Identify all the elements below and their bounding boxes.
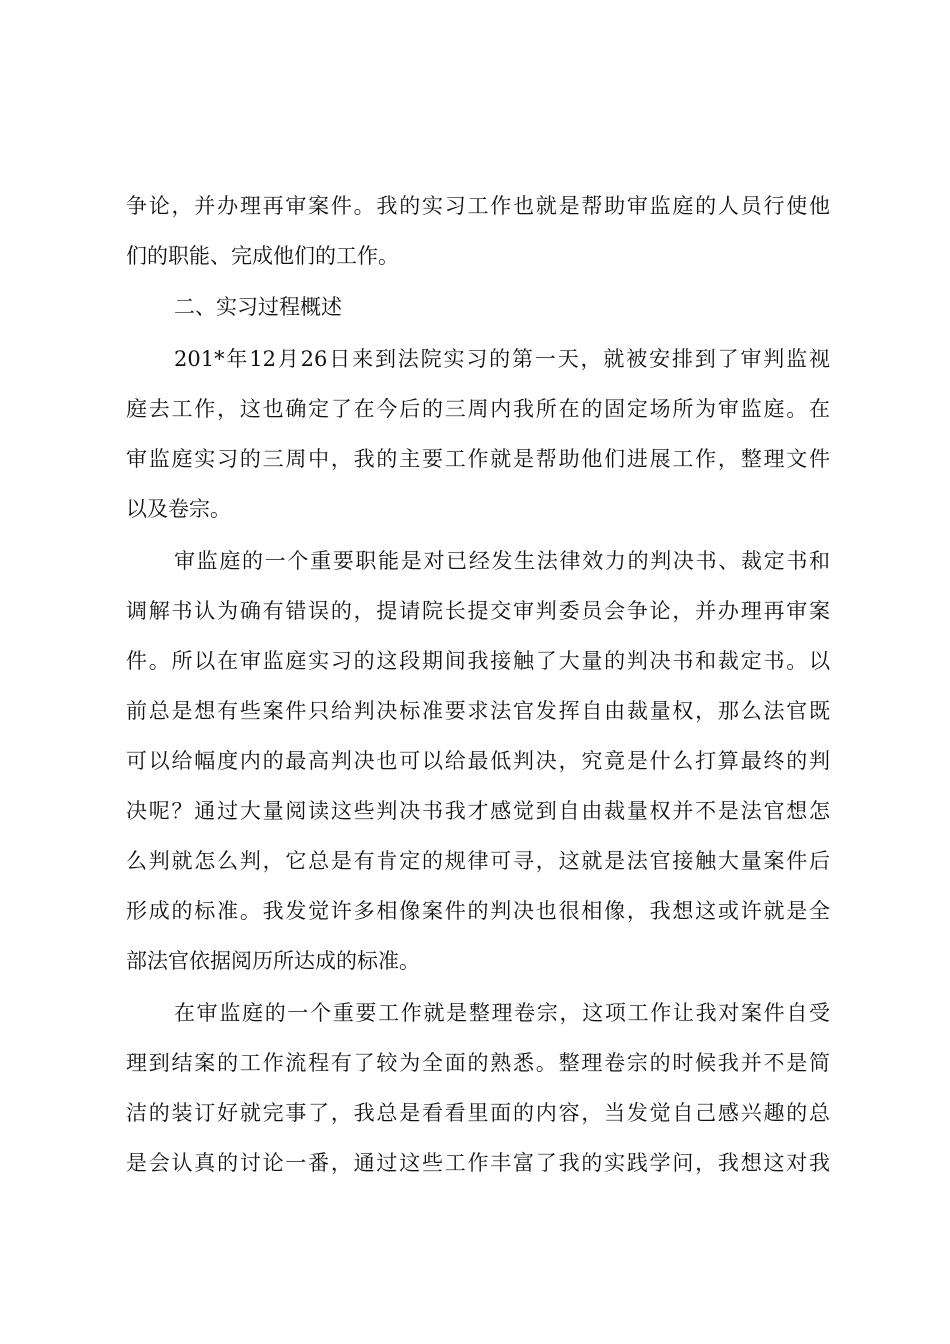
body-text-line: 庭去工作，这也确定了在今后的三周内我所在的固定场所为审监庭。在 [126,397,830,421]
paragraph-first-line: 在审监庭的一个重要工作就是整理卷宗，这项工作让我对案件自受 [174,1001,830,1025]
body-text-line: 以及卷宗。 [126,497,231,521]
body-text-line: 们的职能、完成他们的工作。 [126,244,399,268]
section-heading: 二、实习过程概述 [174,295,342,319]
paragraph-first-line: 审监庭的一个重要职能是对已经发生法律效力的判决书、裁定书和 [174,549,830,573]
body-text-line: 前总是想有些案件只给判决标准要求法官发挥自由裁量权，那么法官既 [126,699,830,723]
body-text-line: 可以给幅度内的最高判决也可以给最低判决，究竟是什么打算最终的判 [126,749,830,773]
body-text-line: 理到结案的工作流程有了较为全面的熟悉。整理卷宗的时候我并不是简 [126,1051,830,1075]
paragraph-first-line: 201*年12月26日来到法院实习的第一天，就被安排到了审判监视 [174,347,830,371]
body-text-line: 是会认真的讨论一番，通过这些工作丰富了我的实践学问，我想这对我 [126,1151,830,1175]
body-text-line: 洁的装订好就完事了，我总是看看里面的内容，当发觉自己感兴趣的总 [126,1101,830,1125]
body-text-line: 决呢？通过大量阅读这些判决书我才感觉到自由裁量权并不是法官想怎 [126,799,830,823]
body-text-line: 审监庭实习的三周中，我的主要工作就是帮助他们进展工作，整理文件 [126,447,830,471]
body-text-line: 争论，并办理再审案件。我的实习工作也就是帮助审监庭的人员行使他 [126,194,830,218]
body-text-line: 么判就怎么判，它总是有肯定的规律可寻，这就是法官接触大量案件后 [126,849,830,873]
body-text-line: 形成的标准。我发觉许多相像案件的判决也很相像，我想这或许就是全 [126,899,830,923]
body-text-line: 部法官依据阅历所达成的标准。 [126,949,420,973]
body-text-line: 件。所以在审监庭实习的这段期间我接触了大量的判决书和裁定书。以 [126,649,830,673]
body-text-line: 调解书认为确有错误的，提请院长提交审判委员会争论，并办理再审案 [126,599,830,623]
